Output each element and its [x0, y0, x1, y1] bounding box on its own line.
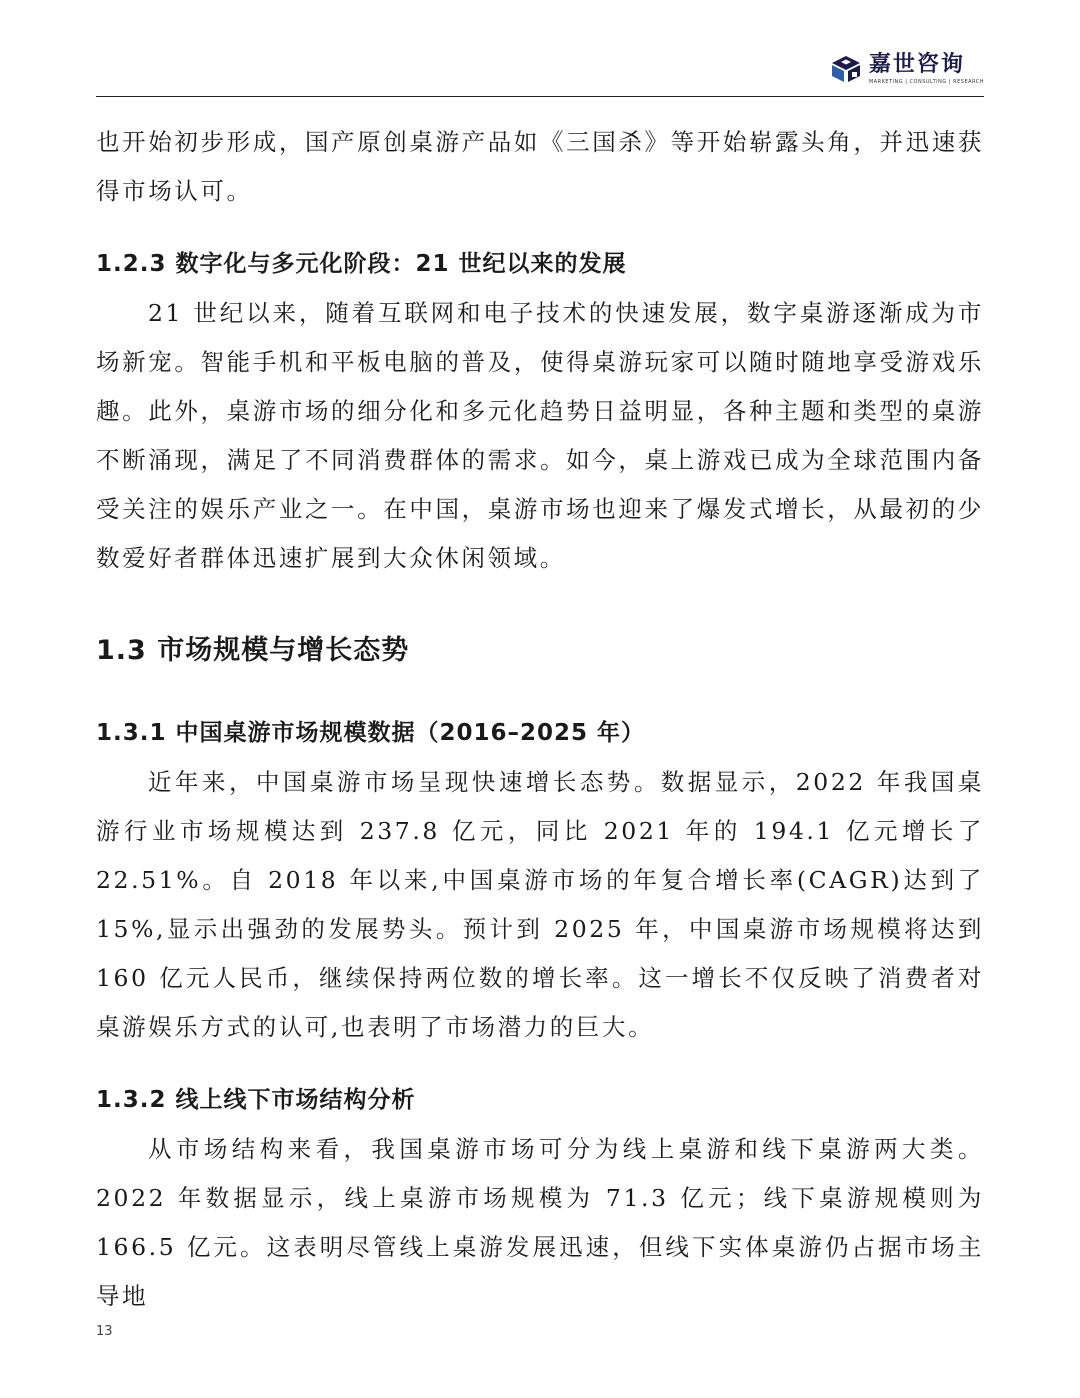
heading-1-3-1: 1.3.1 中国桌游市场规模数据（2016–2025 年）	[96, 720, 646, 746]
cube-logo-icon	[829, 54, 863, 84]
paragraph-1-2-3: 21 世纪以来，随着互联网和电子技术的快速发展，数字桌游逐渐成为市场新宠。智能手机和平板电脑的普及，使得桌游玩家可以随时随地享受游戏乐趣。此外，桌游市场的细分化和多元化趋势日益明显，各种主题和类型的桌游不断涌现，满足了不同消费群体的需求。如今，桌上游戏已成为全球范围内备受关注的娱乐产业之一。在中国，桌游市场也迎来了爆发式增长，从最初的少数爱好者群体迅速扩展到大众休闲领域。	[96, 299, 984, 572]
page-header	[96, 40, 984, 97]
heading-1-3: 1.3 市场规模与增长态势	[96, 635, 410, 666]
paragraph-1-3-2: 从市场结构来看，我国桌游市场可分为线上桌游和线下桌游两大类。2022 年数据显示，线上桌游市场规模为 71.3 亿元；线下桌游规模则为 166.5 亿元。这表明尽管线上桌游发展迅速，但线下实体桌游仍占据市场主导地	[96, 1135, 984, 1310]
heading-1-3-2: 1.3.2 线上线下市场结构分析	[96, 1087, 416, 1113]
document-body	[96, 118, 984, 1321]
logo-name: 嘉世咨询	[868, 51, 965, 77]
company-logo	[829, 48, 984, 90]
heading-1-2-3: 1.2.3 数字化与多元化阶段：21 世纪以来的发展	[96, 251, 627, 277]
page-number: 13	[96, 1324, 113, 1339]
paragraph-intro: 也开始初步形成，国产原创桌游产品如《三国杀》等开始崭露头角，并迅速获得市场认可。	[96, 128, 984, 205]
logo-tagline: MARKETING | CONSULTING | RESEARCH	[868, 78, 984, 85]
paragraph-1-3-1: 近年来，中国桌游市场呈现快速增长态势。数据显示，2022 年我国桌游行业市场规模达到 237.8 亿元，同比 2021 年的 194.1 亿元增长了 22.51%。自 2018 年以来,中国桌游市场的年复合增长率(CAGR)达到了 15%,显示出强劲的发展势头。预计到 2025 年，中国桌游市场规模将达到 160 亿元人民币，继续保持两位数的增长率。这一增长不仅反映了消费者对桌游娱乐方式的认可,也表明了市场潜力的巨大。	[96, 768, 984, 1041]
